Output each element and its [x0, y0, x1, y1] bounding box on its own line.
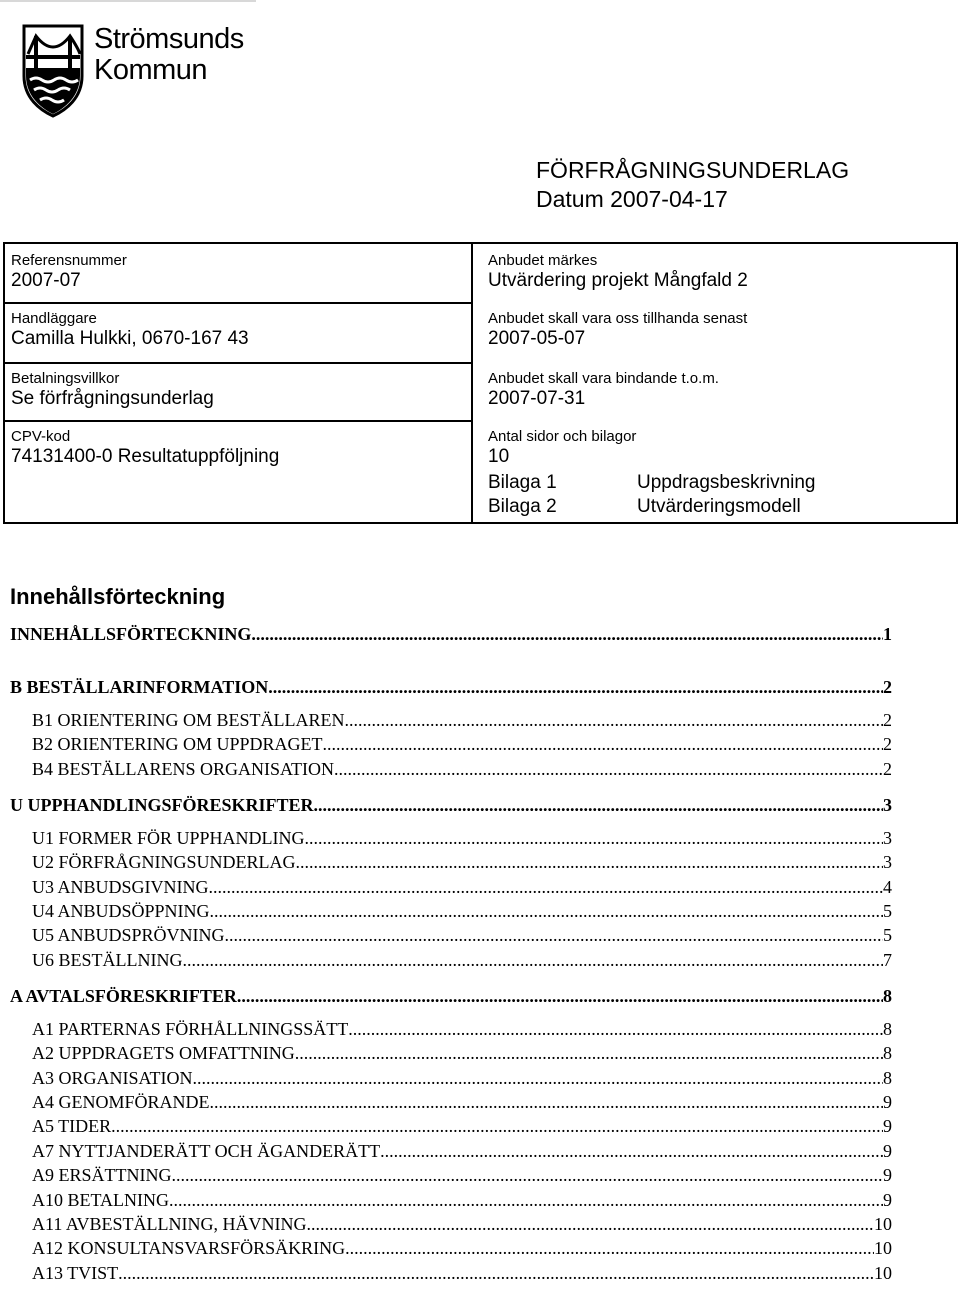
- toc-heading: Innehållsförteckning: [10, 584, 226, 609]
- toc-entry[interactable]: [32, 828, 892, 849]
- toc-entry[interactable]: [32, 1214, 892, 1235]
- toc-entry-page: 8: [883, 985, 892, 1006]
- deadline-label: Anbudet skall vara oss tillhanda senast: [488, 310, 748, 327]
- toc-dot-leader: [251, 624, 883, 645]
- toc-dot-leader: [210, 1092, 883, 1113]
- top-rule: [0, 0, 256, 2]
- toc-entry[interactable]: [32, 1116, 892, 1137]
- payment-label: Betalningsvillkor: [11, 370, 120, 387]
- toc-entry-title: A1 PARTERNAS FÖRHÅLLNINGSSÄTT: [32, 1018, 349, 1039]
- toc-entry[interactable]: [32, 1141, 892, 1162]
- document-title-block: [536, 156, 849, 214]
- info-row-separator: [5, 362, 471, 364]
- toc-entry-title: A11 AVBESTÄLLNING, HÄVNING: [32, 1214, 307, 1234]
- toc-dot-leader: [193, 1068, 884, 1089]
- payment-field: [11, 370, 214, 410]
- toc-entry-page: 2: [883, 677, 892, 697]
- toc-entry-page: 9: [883, 1092, 892, 1112]
- toc-dot-leader: [307, 1214, 875, 1235]
- toc-entry-page: 3: [883, 794, 892, 815]
- toc-entry-page: 10: [874, 1262, 892, 1283]
- pages-value: 10: [488, 446, 510, 467]
- toc-entry[interactable]: [10, 624, 892, 645]
- reference-label: Referensnummer: [11, 252, 127, 269]
- toc-entry-title: U2 FÖRFRÅGNINGSUNDERLAG: [32, 852, 296, 873]
- binding-value: 2007-07-31: [488, 388, 586, 409]
- deadline-value: 2007-05-07: [488, 328, 586, 349]
- mark-value: Utvärdering projekt Mångfald 2: [488, 270, 748, 291]
- toc-entry[interactable]: [10, 986, 892, 1007]
- toc-entry-title: A10 BETALNING: [32, 1189, 170, 1210]
- info-row-separator: [5, 302, 471, 304]
- pages-field: [488, 428, 636, 468]
- toc-entry[interactable]: [10, 795, 892, 816]
- toc-entry-page: 2: [883, 734, 892, 755]
- toc-entry-page: 5: [883, 901, 892, 921]
- info-row-separator: [5, 420, 471, 422]
- toc-entry-page: 8: [883, 1043, 892, 1064]
- toc-entry-page: 2: [883, 710, 892, 730]
- binding-label: Anbudet skall vara bindande t.o.m.: [488, 370, 719, 387]
- toc-entry-title: A12 KONSULTANSVARSFÖRSÄKRING: [32, 1238, 346, 1259]
- toc-entry[interactable]: [32, 1190, 892, 1211]
- coat-of-arms-icon: [22, 24, 84, 118]
- mark-label: Anbudet märkes: [488, 252, 598, 269]
- toc-entry[interactable]: [32, 925, 892, 946]
- reference-value: 2007-07: [11, 270, 81, 291]
- toc-entry[interactable]: [32, 852, 892, 873]
- toc-entry[interactable]: [32, 1238, 892, 1259]
- toc-entry-page: 10: [874, 1238, 892, 1259]
- pages-label: Antal sidor och bilagor: [488, 428, 637, 445]
- toc-entry[interactable]: [32, 1019, 892, 1040]
- toc-entry[interactable]: [32, 1092, 892, 1113]
- toc-entry-title: A3 ORGANISATION: [32, 1067, 193, 1088]
- toc-entry-title: U3 ANBUDSGIVNING: [32, 876, 209, 897]
- toc-entry-title: A9 ERSÄTTNING: [32, 1165, 172, 1186]
- toc-entry[interactable]: [32, 877, 892, 898]
- toc-entry[interactable]: [32, 1068, 892, 1089]
- toc-entry[interactable]: [32, 1165, 892, 1186]
- toc-entry-title: U UPPHANDLINGSFÖRESKRIFTER: [10, 794, 314, 815]
- toc-dot-leader: [380, 1141, 883, 1162]
- toc-entry[interactable]: [32, 950, 892, 971]
- info-table-divider: [471, 244, 473, 522]
- toc-dot-leader: [348, 1019, 883, 1040]
- toc-dot-leader: [345, 710, 884, 731]
- toc-entry-page: 3: [883, 852, 892, 873]
- toc-dot-leader: [323, 734, 883, 755]
- toc-entry-title: U6 BESTÄLLNING: [32, 949, 183, 970]
- toc-dot-leader: [210, 901, 883, 922]
- toc-entry[interactable]: [32, 734, 892, 755]
- toc-dot-leader: [225, 925, 883, 946]
- toc-dot-leader: [305, 828, 883, 849]
- toc-entry-page: 8: [883, 1067, 892, 1088]
- attachment-1-name: Bilaga 1: [488, 472, 557, 493]
- toc-dot-leader: [296, 852, 883, 873]
- toc-dot-leader: [314, 795, 883, 816]
- reference-field: [11, 252, 127, 292]
- cpv-value: 74131400-0 Resultatuppföljning: [11, 446, 280, 467]
- cpv-field: [11, 428, 279, 468]
- payment-value: Se förfrågningsunderlag: [11, 388, 214, 409]
- toc-entry-page: 10: [874, 1214, 892, 1234]
- logo-line-2: Kommun: [94, 54, 208, 86]
- toc-entry[interactable]: [32, 1263, 892, 1284]
- toc-entry-title: B1 ORIENTERING OM BESTÄLLAREN: [32, 710, 345, 730]
- attachment-1-desc: Uppdragsbeskrivning: [637, 472, 816, 493]
- toc-entry-page: 1: [883, 624, 892, 644]
- toc-entry[interactable]: [32, 710, 892, 731]
- toc-entry-title: A2 UPPDRAGETS OMFATTNING: [32, 1043, 295, 1064]
- toc-dot-leader: [172, 1165, 884, 1186]
- toc-entry-title: A13 TVIST: [32, 1262, 119, 1283]
- toc-dot-leader: [183, 950, 884, 971]
- attachment-2-desc: Utvärderingsmodell: [637, 496, 801, 517]
- toc-entry-title: A AVTALSFÖRESKRIFTER: [10, 985, 237, 1006]
- toc-entry-title: B BESTÄLLARINFORMATION: [10, 677, 269, 697]
- toc-entry-title: U1 FORMER FÖR UPPHANDLING: [32, 827, 305, 848]
- handler-value: Camilla Hulkki, 0670-167 43: [11, 328, 249, 349]
- cpv-label: CPV-kod: [11, 428, 71, 445]
- toc-dot-leader: [295, 1043, 883, 1064]
- toc-entry-page: 9: [883, 1189, 892, 1210]
- toc-dot-leader: [334, 759, 883, 780]
- toc-entry-title: A5 TIDER: [32, 1116, 112, 1137]
- toc-dot-leader: [209, 877, 883, 898]
- toc-entry-page: 8: [883, 1018, 892, 1039]
- toc-entry[interactable]: [32, 901, 892, 922]
- toc-dot-leader: [111, 1116, 883, 1137]
- mark-field: [488, 252, 748, 292]
- toc-entry[interactable]: [32, 759, 892, 780]
- toc-entry-page: 2: [883, 758, 892, 779]
- logo-line-1: Strömsunds: [94, 23, 244, 55]
- toc-entry-page: 7: [883, 949, 892, 970]
- toc-entry-title: U4 ANBUDSÖPPNING: [32, 901, 210, 921]
- toc-entry-page: 9: [883, 1116, 892, 1137]
- toc-entry-page: 9: [883, 1140, 892, 1161]
- handler-label: Handläggare: [11, 310, 97, 327]
- document-date: Datum 2007-04-17: [536, 186, 728, 212]
- toc-entry-page: 9: [883, 1165, 892, 1186]
- toc-entry-title: INNEHÅLLSFÖRTECKNING: [10, 624, 252, 644]
- toc-entry-title: A7 NYTTJANDERÄTT OCH ÄGANDERÄTT: [32, 1140, 381, 1161]
- toc-entry-title: A4 GENOMFÖRANDE: [32, 1092, 210, 1112]
- toc-entry-title: B2 ORIENTERING OM UPPDRAGET: [32, 734, 323, 755]
- document-title: FÖRFRÅGNINGSUNDERLAG: [536, 157, 850, 183]
- toc-dot-leader: [268, 677, 883, 698]
- toc-dot-leader: [118, 1263, 874, 1284]
- binding-field: [488, 370, 719, 410]
- municipality-logo: [22, 24, 242, 119]
- toc-dot-leader: [345, 1238, 874, 1259]
- info-table: [3, 242, 958, 524]
- toc-entry[interactable]: [10, 677, 892, 698]
- handler-field: [11, 310, 249, 350]
- toc-dot-leader: [169, 1190, 883, 1211]
- toc-entry-title: U5 ANBUDSPRÖVNING: [32, 925, 225, 946]
- toc-entry-page: 5: [883, 925, 892, 946]
- attachment-2-name: Bilaga 2: [488, 496, 557, 517]
- toc-entry-title: B4 BESTÄLLARENS ORGANISATION: [32, 758, 335, 779]
- toc-entry[interactable]: [32, 1043, 892, 1064]
- toc-dot-leader: [237, 986, 883, 1007]
- logo-text: [94, 24, 244, 86]
- deadline-field: [488, 310, 747, 350]
- toc-entry-page: 3: [883, 827, 892, 848]
- toc-entry-page: 4: [883, 876, 892, 897]
